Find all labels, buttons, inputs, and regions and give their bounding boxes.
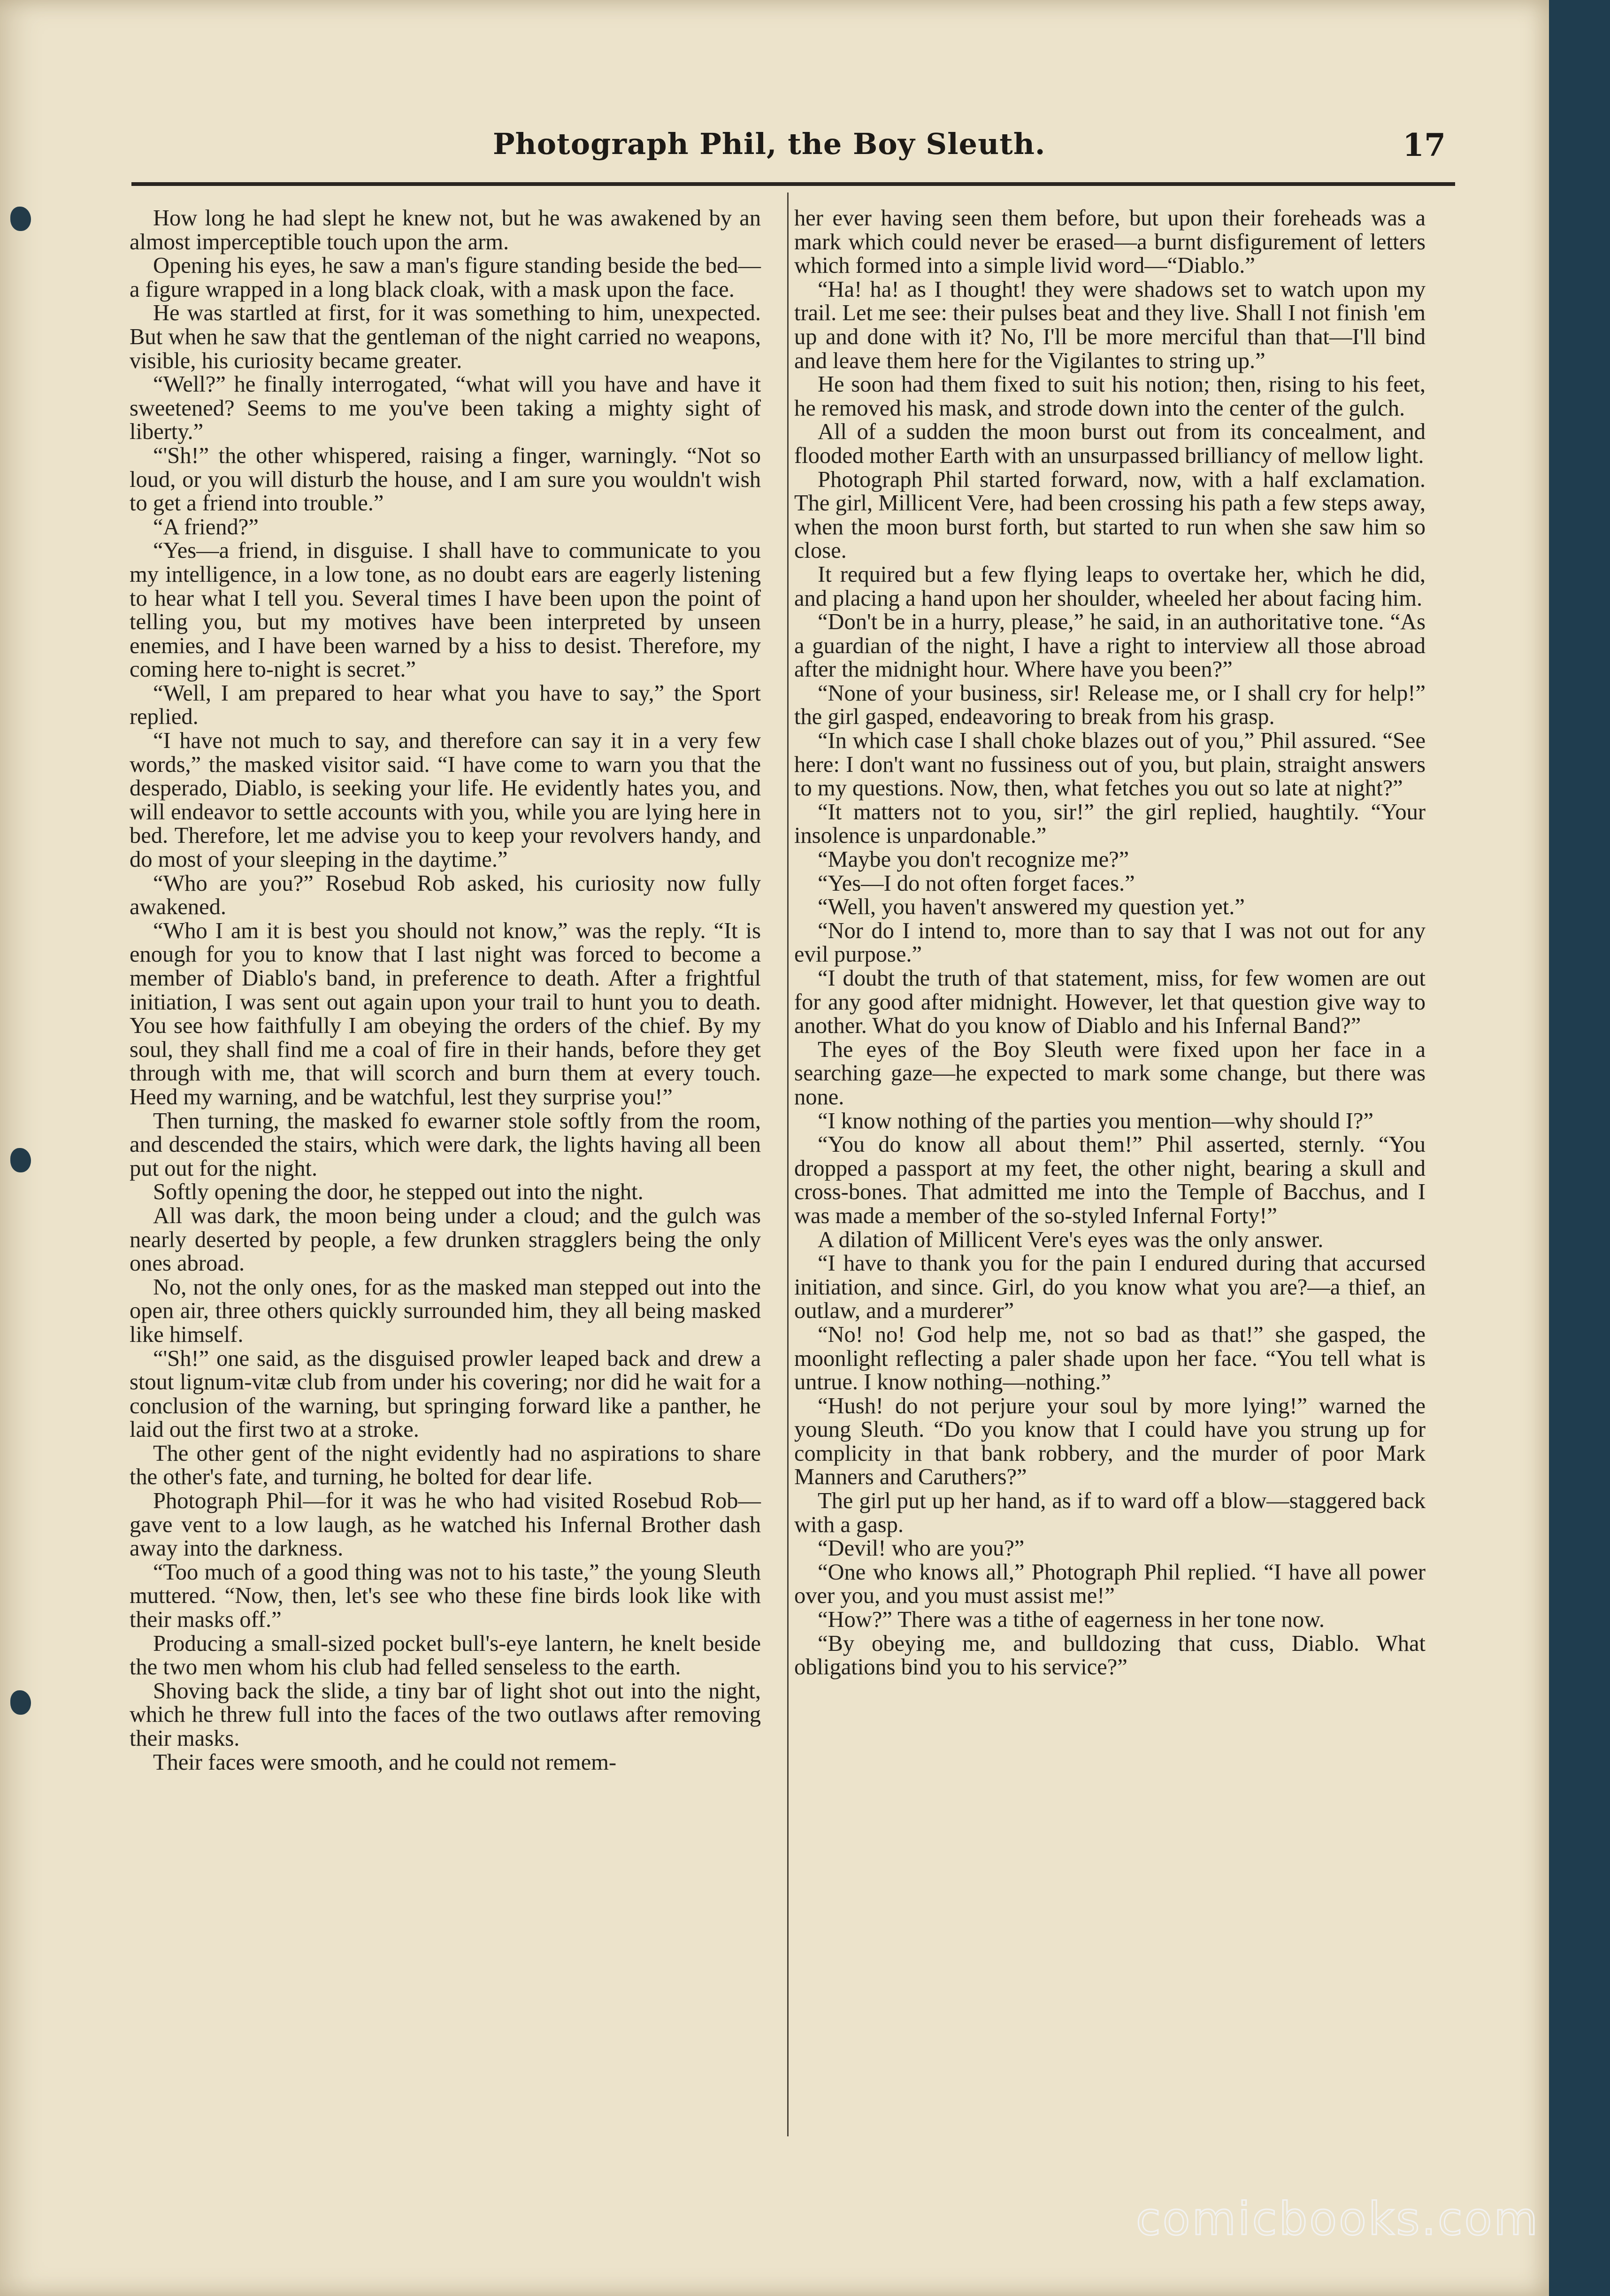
paragraph: “How?” There was a tithe of eagerness in her tone now. bbox=[818, 1607, 1325, 1633]
paragraph: “Well?” he finally interrogated, “what will you have and have it sweetened? Seems to me you've been taking a mighty sight of liberty.” bbox=[130, 372, 761, 445]
paragraph: “'Sh!” one said, as the disguised prowler leaped back and drew a stout lignum-vitæ club from under his covering; nor did he wait for a conclusion of the warning, but springing forward like a panther, he laid out the first two at a stroke. bbox=[130, 1346, 761, 1442]
paragraph: “I doubt the truth of that statement, miss, for few women are out for any good after midnight. However, let that question give way to another. What do you know of Diablo and his Infernal Band?” bbox=[794, 966, 1426, 1039]
paragraph: He soon had them fixed to suit his notion; then, rising to his feet, he removed his mask, and strode down into the center of the gulch. bbox=[794, 372, 1426, 421]
paragraph: “It matters not to you, sir!” the girl replied, haughtily. “Your insolence is unpardonable.” bbox=[794, 799, 1426, 848]
paragraph: Photograph Phil started forward, now, with a half exclamation. The girl, Millicent Vere, had been crossing his path a few steps away, when the moon burst forth, but started to run when she saw him so close. bbox=[794, 467, 1426, 563]
paragraph: “Well, you haven't answered my question yet.” bbox=[818, 894, 1245, 920]
paragraph: It required but a few flying leaps to overtake her, which he did, and placing a hand upon her shoulder, wheeled her about facing him. bbox=[794, 562, 1426, 611]
paragraph: Photograph Phil—for it was he who had visited Rosebud Rob—gave vent to a low laugh, as he watched his Infernal Brother dash away into the darkness. bbox=[130, 1488, 761, 1561]
watermark: comicbooks.com bbox=[1135, 2193, 1540, 2245]
paragraph: “None of your business, sir! Release me, or I shall cry for help!” the girl gasped, endeavoring to break from his grasp. bbox=[794, 680, 1426, 730]
paragraph: “Hush! do not perjure your soul by more lying!” warned the young Sleuth. “Do you know that I could have you strung up for complicity in that bank robbery, and the murder of poor Mark Manners and Caruthers?” bbox=[794, 1393, 1426, 1490]
paragraph: “No! no! God help me, not so bad as that!” she gasped, the moonlight reflecting a paler shade upon her face. “You tell what is untrue. I know nothing—nothing.” bbox=[794, 1322, 1426, 1395]
paragraph: “You do know all about them!” Phil asserted, sternly. “You dropped a passport at my feet, the other night, bearing a skull and cross-bones. That admitted me into the Temple of Bacchus, and I was made a member of the so-styled Infernal Forty!” bbox=[794, 1132, 1426, 1228]
paragraph: “'Sh!” the other whispered, raising a finger, warningly. “Not so loud, or you will disturb the house, and I am sure you wouldn't wish to get a friend into trouble.” bbox=[130, 443, 761, 516]
binding-hole bbox=[10, 207, 31, 231]
paragraph: All was dark, the moon being under a cloud; and the gulch was nearly deserted by people, a few drunken stragglers being the only ones abroad. bbox=[130, 1203, 761, 1276]
paragraph: Their faces were smooth, and he could not remem- bbox=[153, 1749, 617, 1775]
paragraph: “I have to thank you for the pain I endured during that accursed initiation, and since. Girl, do you know what you are?—a thief, an outlaw, and a murderer” bbox=[794, 1251, 1426, 1324]
paragraph: Opening his eyes, he saw a man's figure standing beside the bed—a figure wrapped in a long black cloak, with a mask upon the face. bbox=[130, 253, 761, 302]
running-title: Photograph Phil, the Boy Sleuth. bbox=[493, 127, 1046, 161]
binding-hole bbox=[10, 1148, 31, 1172]
paragraph: How long he had slept he knew not, but he was awakened by an almost imperceptible touch upon the arm. bbox=[130, 206, 761, 254]
paragraph: Producing a small-sized pocket bull's-eye lantern, he knelt beside the two men whom his club had felled senseless to the earth. bbox=[130, 1631, 761, 1680]
paragraph: Then turning, the masked fo ewarner stole softly from the room, and descended the stairs, which were dark, the lights having all been put out for the night. bbox=[130, 1108, 761, 1181]
paragraph: No, not the only ones, for as the masked man stepped out into the open air, three others quickly surrounded him, they all being masked like himself. bbox=[130, 1274, 761, 1347]
paragraph: her ever having seen them before, but upon their foreheads was a mark which could never be erased—a burnt disfigurement of letters which formed into a simple livid word—“Diablo.” bbox=[794, 206, 1426, 278]
paragraph: The eyes of the Boy Sleuth were fixed upon her face in a searching gaze—he expected to mark some change, but there was none. bbox=[794, 1037, 1426, 1109]
paragraph: “Well, I am prepared to hear what you have to say,” the Sport replied. bbox=[130, 680, 761, 730]
paragraph: “One who knows all,” Photograph Phil replied. “I have all power over you, and you must assist me!” bbox=[794, 1559, 1426, 1609]
paragraph: Shoving back the slide, a tiny bar of light shot out into the night, which he threw full into the faces of the two outlaws after removing their masks. bbox=[130, 1678, 761, 1751]
page-header bbox=[131, 127, 1446, 174]
paragraph: “Maybe you don't recognize me?” bbox=[818, 847, 1129, 872]
paragraph: “Don't be in a hurry, please,” he said, in an authoritative tone. “As a guardian of the night, I have a right to interview all those abroad after the midnight hour. Where have you been?” bbox=[794, 609, 1426, 682]
paragraph: “In which case I shall choke blazes out of you,” Phil assured. “See here: I don't want no fussiness out of you, but plain, straight answers to my questions. Now, then, what fetches you out so late at night?” bbox=[794, 728, 1426, 801]
left-column bbox=[130, 207, 761, 1774]
paragraph: A dilation of Millicent Vere's eyes was the only answer. bbox=[818, 1227, 1324, 1252]
paragraph: Softly opening the door, he stepped out into the night. bbox=[153, 1179, 644, 1205]
paragraph: “Too much of a good thing was not to his taste,” the young Sleuth muttered. “Now, then, let's see who these fine birds look like with their masks off.” bbox=[130, 1559, 761, 1633]
paragraph: “Devil! who are you?” bbox=[818, 1536, 1025, 1561]
paragraph: The girl put up her hand, as if to ward off a blow—staggered back with a gasp. bbox=[794, 1488, 1426, 1537]
paragraph: He was startled at first, for it was something to him, unexpected. But when he saw that the gentleman of the night carried no weapons, visible, his curiosity became greater. bbox=[130, 300, 761, 373]
paragraph: “Who I am it is best you should not know,” was the reply. “It is enough for you to know that I last night was forced to become a member of Diablo's band, in preference to death. After a frightful initiation, I was sent out again upon your trail to hunt you to death. You see how faithfully I am obeying the orders of the chief. By my soul, they shall find me a coal of fire in their hands, before they get through with me, that will scorch and burn them at every touch. Heed my warning, and be watchful, lest they surprise you!” bbox=[130, 918, 761, 1109]
paragraph: “Who are you?” Rosebud Rob asked, his curiosity now fully awakened. bbox=[130, 871, 761, 920]
column-divider bbox=[787, 193, 789, 2136]
right-column bbox=[794, 207, 1426, 1680]
header-rule bbox=[131, 182, 1455, 186]
paragraph: “A friend?” bbox=[153, 514, 259, 539]
paragraph: “Ha! ha! as I thought! they were shadows set to watch upon my trail. Let me see: their pulses beat and they live. Shall I not finish 'em up and done with it? No, I'll be more merciful than that—I'll bind and leave them here for the Vigilantes to string up.” bbox=[794, 277, 1426, 373]
paragraph: “By obeying me, and bulldozing that cuss, Diablo. What obligations bind you to his service?” bbox=[794, 1631, 1426, 1680]
paragraph: All of a sudden the moon burst out from its concealment, and flooded mother Earth with an unsurpassed brilliancy of mellow light. bbox=[794, 419, 1426, 468]
paragraph: “I have not much to say, and therefore can say it in a very few words,” the masked visitor said. “I have come to warn you that the desperado, Diablo, is seeking your life. He evidently hates you, and will endeavor to settle accounts with you, while you are lying here in bed. Therefore, let me advise you to keep your revolvers handy, and do most of your sleeping in the daytime.” bbox=[130, 728, 761, 872]
paragraph: “Nor do I intend to, more than to say that I was not out for any evil purpose.” bbox=[794, 918, 1426, 967]
binding-hole bbox=[10, 1690, 31, 1715]
paragraph: “I know nothing of the parties you mention—why should I?” bbox=[818, 1108, 1373, 1133]
paragraph: The other gent of the night evidently had no aspirations to share the other's fate, and turning, he bolted for dear life. bbox=[130, 1441, 761, 1490]
paragraph: “Yes—a friend, in disguise. I shall have to communicate to you my intelligence, in a low tone, as no doubt ears are eagerly listening to hear what I tell you. Several times I have been upon the point of telling you, but my motives have been interpreted by unseen enemies, and I have been warned by a hiss to desist. Therefore, my coming here to-night is secret.” bbox=[130, 538, 761, 682]
page-number: 17 bbox=[1403, 127, 1446, 163]
paragraph: “Yes—I do not often forget faces.” bbox=[818, 871, 1135, 896]
